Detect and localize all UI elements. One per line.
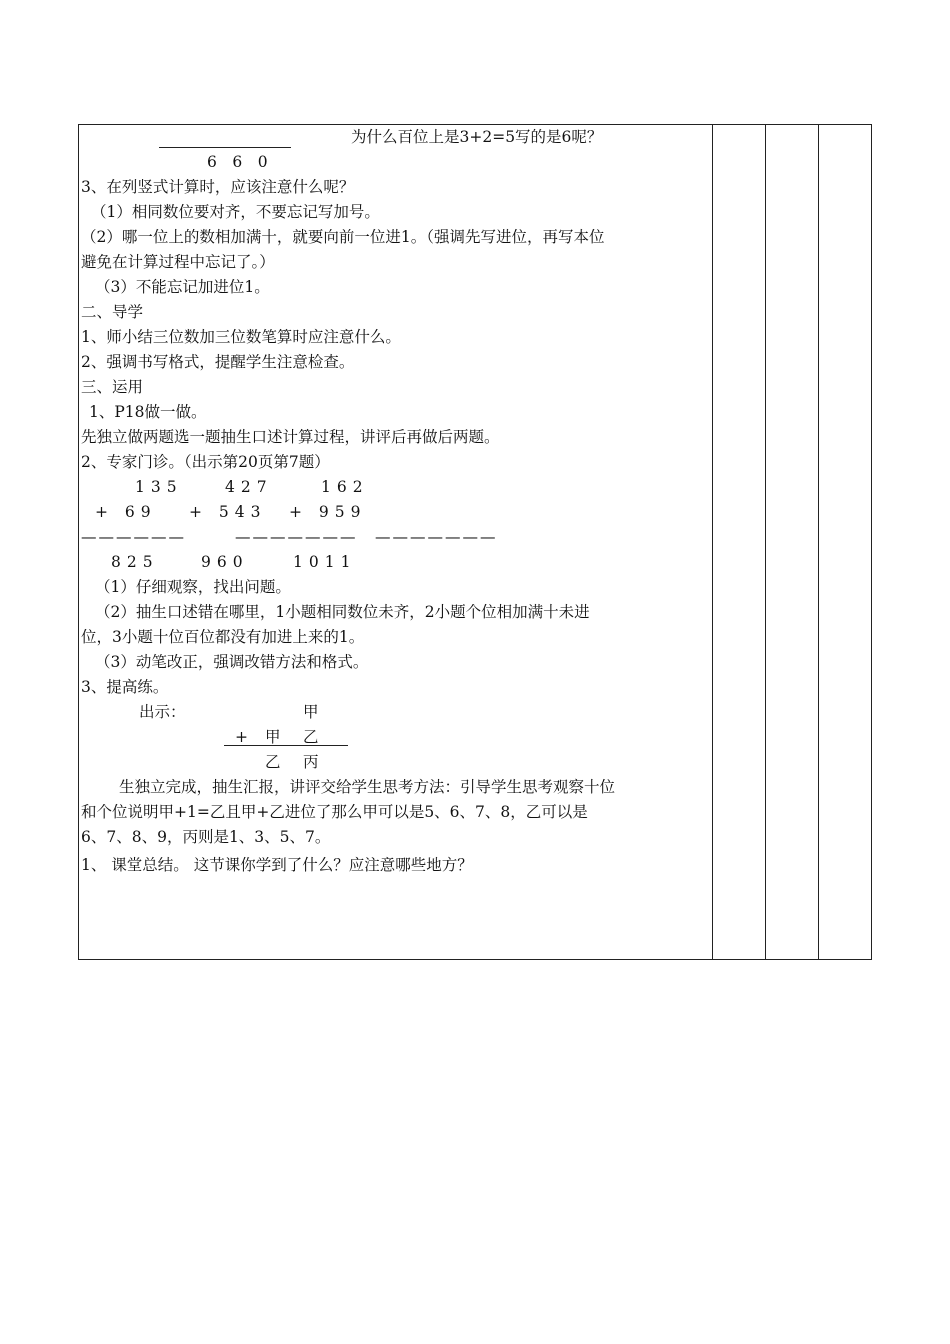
text-line: （2）哪一位上的数相加满十，就要向前一位进1。（强调先写进位，再写本位 — [81, 228, 605, 246]
text-line: 避免在计算过程中忘记了。） — [81, 253, 275, 271]
text-line: 1、 课堂总结。 这节课你学到了什么？应注意哪些地方？ — [81, 856, 473, 874]
text-line: （2）抽生口述错在哪里，1小题相同数位未齐，2小题个位相加满十未进 — [95, 603, 590, 621]
column-divider-1 — [712, 125, 713, 959]
addend-1: 427 — [225, 478, 273, 496]
text-line: 3、提高练。 — [81, 678, 169, 696]
lesson-table — [78, 124, 872, 960]
text-line: （1）相同数位要对齐，不要忘记写加号。 — [91, 203, 380, 221]
text-line: 和个位说明甲+1=乙且甲+乙进位了那么甲可以是5、6、7、8，乙可以是 — [81, 803, 588, 821]
puzzle-digit: 乙 — [303, 728, 319, 746]
section-heading: 二、导学 — [81, 303, 144, 321]
puzzle-underline — [224, 745, 348, 746]
addend-2: + 69 — [95, 503, 157, 521]
column-divider-3 — [818, 125, 819, 959]
text-line: 6、7、8、9，丙则是1、3、5、7。 — [81, 828, 331, 846]
puzzle-digit: 甲 — [303, 703, 319, 721]
text-line: 生独立完成，抽生汇报，讲评交给学生思考方法：引导学生思考观察十位 — [119, 778, 616, 796]
sum-rule: ——————— — [235, 528, 358, 546]
section-heading: 三、运用 — [81, 378, 144, 396]
exhibit-label: 出示： — [139, 703, 186, 721]
top-underline — [159, 147, 291, 148]
wrong-sum: 825 — [111, 553, 159, 571]
sum-rule: —————— — [81, 528, 186, 546]
text-line: 3、在列竖式计算时，应该注意什么呢？ — [81, 178, 355, 196]
text-line: 位，3小题十位百位都没有加进上来的1。 — [81, 628, 365, 646]
text-line: 2、强调书写格式，提醒学生注意检查。 — [81, 353, 355, 371]
text-line: 1、师小结三位数加三位数笔算时应注意什么。 — [81, 328, 401, 346]
text-line: 1、P18做一做。 — [89, 403, 207, 421]
text-line: 为什么百位上是3+2=5写的是6呢？ — [351, 128, 603, 146]
wrong-sum: 960 — [201, 553, 249, 571]
addend-2: + 959 — [289, 503, 367, 521]
result-digits: 6 6 0 — [207, 153, 268, 171]
column-divider-2 — [765, 125, 766, 959]
text-line: 2、专家门诊。（出示第20页第7题） — [81, 453, 330, 471]
addend-2: + 543 — [189, 503, 267, 521]
text-line: （3）不能忘记加进位1。 — [95, 278, 270, 296]
puzzle-digit: 乙 — [265, 753, 281, 771]
wrong-sum: 1011 — [293, 553, 357, 571]
text-line: （1）仔细观察，找出问题。 — [95, 578, 291, 596]
puzzle-digit: 甲 — [265, 728, 281, 746]
addend-1: 162 — [321, 478, 369, 496]
puzzle-digit: 丙 — [303, 753, 319, 771]
sum-rule: ——————— — [375, 528, 498, 546]
addend-1: 135 — [135, 478, 183, 496]
text-line: （3）动笔改正，强调改错方法和格式。 — [95, 653, 369, 671]
plus-sign: + — [235, 728, 248, 746]
text-line: 先独立做两题选一题抽生口述计算过程，讲评后再做后两题。 — [81, 428, 500, 446]
